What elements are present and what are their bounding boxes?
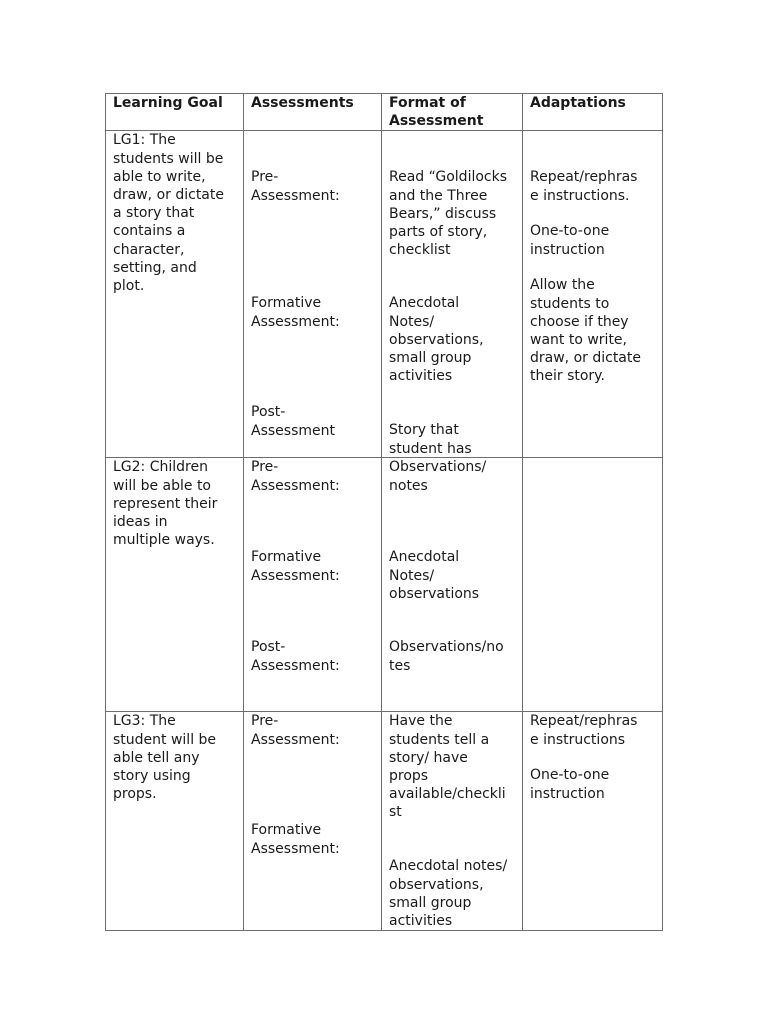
adaptation-text: One-to-one instruction	[530, 223, 610, 258]
assessments-cell	[244, 131, 382, 458]
post-assessment-label: Post- Assessment:	[251, 639, 340, 674]
pre-assessment-label: Pre- Assessment:	[251, 713, 340, 748]
formative-assessment-label: Formative Assessment:	[251, 549, 340, 584]
assessments-cell	[244, 712, 382, 931]
format-cell	[382, 131, 523, 458]
header-assessments: Assessments	[244, 94, 382, 131]
format-formative-text: Anecdotal Notes/ observations	[389, 549, 480, 602]
format-post-text: Story that student has	[389, 422, 472, 457]
table-row	[106, 458, 663, 712]
format-pre-text: Have the students tell a story/ have props available/checkli st	[389, 713, 506, 821]
assessments-cell	[244, 458, 382, 712]
formative-assessment-label: Formative Assessment:	[251, 295, 340, 330]
format-post-text: Observations/no tes	[389, 639, 504, 674]
table-header-row	[106, 94, 663, 131]
adaptation-text: Allow the students to choose if they want to write, draw, or dictate their story.	[530, 277, 641, 385]
learning-goal-text: LG1: The students will be able to write, draw, or dictate a story that contains a character, setting, and plot.	[113, 132, 224, 295]
header-format: Format of Assessment	[382, 94, 523, 131]
format-cell	[382, 712, 523, 931]
format-formative-text: Anecdotal Notes/ observations, small group activities	[389, 295, 484, 385]
format-pre-text: Observations/ notes	[389, 459, 487, 494]
adaptations-cell	[523, 458, 663, 712]
pre-assessment-label: Pre- Assessment:	[251, 169, 340, 204]
adaptation-text: Repeat/rephras e instructions	[530, 713, 638, 748]
learning-goal-text: LG2: Children will be able to represent their ideas in multiple ways.	[113, 459, 218, 549]
post-assessment-label: Post- Assessment	[251, 404, 335, 439]
adaptation-text: Repeat/rephras e instructions.	[530, 169, 638, 204]
goal-cell	[106, 131, 244, 458]
format-formative-text: Anecdotal notes/ observations, small group activities	[389, 858, 508, 930]
adaptations-cell	[523, 712, 663, 931]
formative-assessment-label: Formative Assessment:	[251, 822, 340, 857]
header-adaptations: Adaptations	[523, 94, 663, 131]
table-row	[106, 712, 663, 931]
format-cell	[382, 458, 523, 712]
header-learning-goal: Learning Goal	[106, 94, 244, 131]
goal-cell	[106, 712, 244, 931]
learning-goal-text: LG3: The student will be able tell any story using props.	[113, 713, 217, 803]
pre-assessment-label: Pre- Assessment:	[251, 459, 340, 494]
adaptation-text: One-to-one instruction	[530, 767, 610, 802]
adaptations-cell	[523, 131, 663, 458]
goal-cell	[106, 458, 244, 712]
format-pre-text: Read “Goldilocks and the Three Bears,” discuss parts of story, checklist	[389, 169, 508, 259]
assessment-table	[105, 93, 663, 931]
table-row	[106, 131, 663, 458]
